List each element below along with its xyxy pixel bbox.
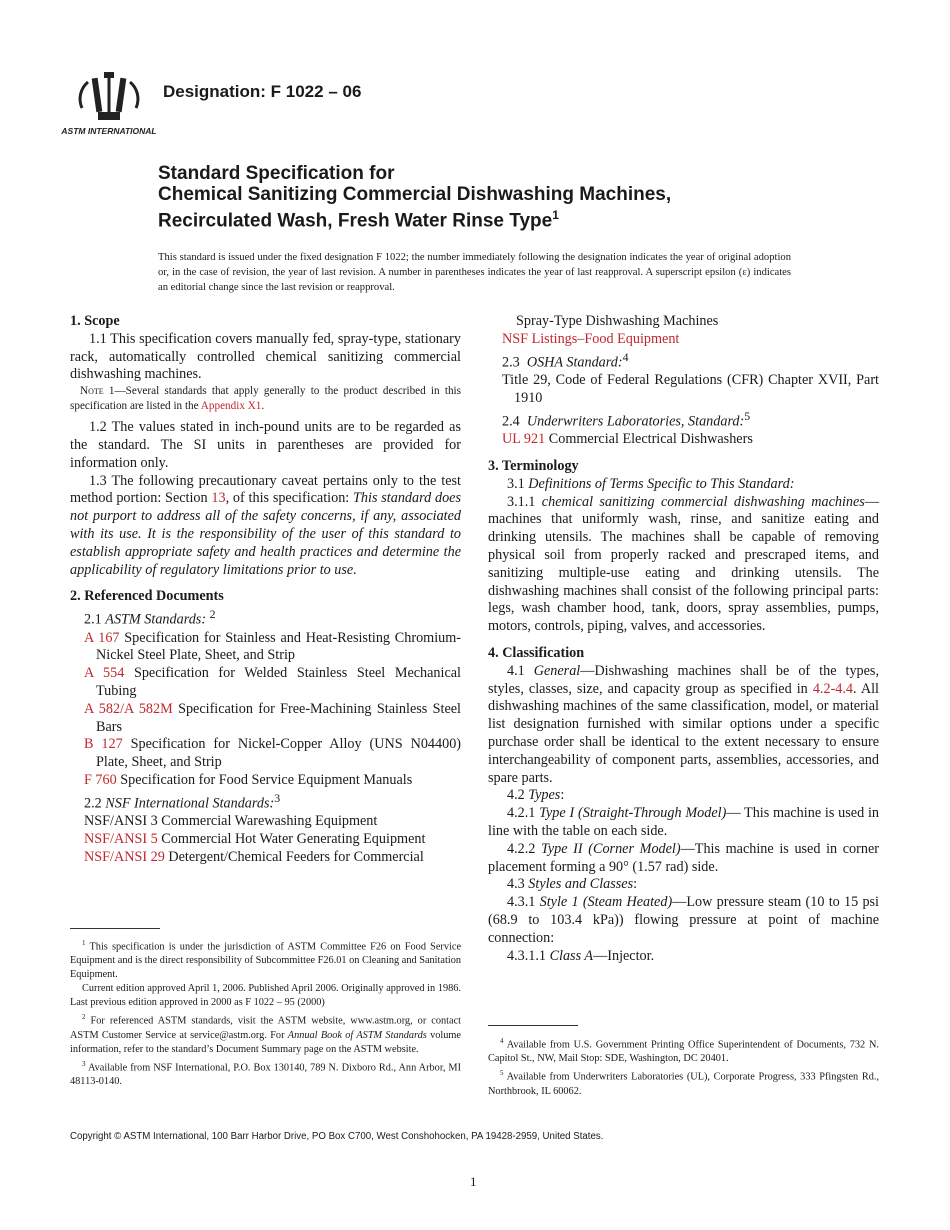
astm-reference-item xyxy=(70,665,461,701)
left-column xyxy=(70,313,461,867)
para-3-1-1: 3.1.1 chemical sanitizing commercial dishwashing machines—machines that uniformly wash, rinse, and sanitize eating and drinking utensils. The machines shall be capable of removing physical soil from properly racked and prescraped items, and sanitizing multiple-use eating and drinking utensils. The dishwashing machines shall consist of the following principal parts: legs, wash chamber hood, tank, doors, spray assemblies, pumps, motors, controls, piping, valves, and accessories. xyxy=(488,493,879,635)
designation: Designation: F 1022 – 06 xyxy=(163,82,362,101)
footnote-rule-left xyxy=(70,928,160,929)
nsf-reference-title: Commercial Hot Water Generating Equipment xyxy=(161,831,426,848)
ul-item: UL 921 Commercial Electrical Dishwashers xyxy=(502,431,753,448)
section-classification-heading: 4. Classification xyxy=(488,645,585,662)
document-title xyxy=(158,163,858,231)
title-footnote-mark: 1 xyxy=(552,208,559,222)
logo-text: ASTM INTERNATIONAL xyxy=(61,126,157,136)
astm-reference-title: Specification for Stainless and Heat-Resisting Chromium-Nickel Steel Plate, Sheet, and Strip xyxy=(96,629,461,664)
nsf-reference-title: Detergent/Chemical Feeders for Commercial xyxy=(168,848,424,865)
title-line-1: Standard Specification for xyxy=(158,163,395,184)
right-column xyxy=(488,313,879,965)
section-13-link[interactable]: 13 xyxy=(211,490,226,507)
osha-item: Title 29, Code of Federal Regulations (CFR) Chapter XVII, Part 1910 xyxy=(502,372,879,406)
astm-reference-title: Specification for Food Service Equipment Manuals xyxy=(120,772,413,789)
copyright-notice: Copyright © ASTM International, 100 Barr Harbor Drive, PO Box C700, West Conshohocken, PA 19428-2959, United States. xyxy=(70,1131,604,1142)
nsf-reference-item xyxy=(70,831,461,849)
astm-reference-title: Specification for Nickel-Copper Alloy (UNS N04400) Plate, Sheet, and Strip xyxy=(96,736,462,771)
section-refdocs-heading: 2. Referenced Documents xyxy=(70,588,224,605)
para-4-2-1: 4.2.1 Type I (Straight-Through Model)— This machine is used in line with the table on each side. xyxy=(488,805,880,839)
page-number: 1 xyxy=(470,1174,477,1189)
footnotes-right xyxy=(488,1034,879,1099)
nsf-reference-item xyxy=(70,849,461,867)
para-4-2-2: 4.2.2 Type II (Corner Model)—This machine is used in corner placement forming a 90° (1.57 rad) side. xyxy=(488,840,879,875)
astm-reference-item xyxy=(70,701,461,737)
nsf-reference-item xyxy=(70,813,461,831)
footnote-5: $^5$ Available from Underwriters Laboratories (UL), Corporate Progress, 333 Pfingsten Rd., Northbrook, IL 60062. xyxy=(488,1069,879,1097)
nsf-reference-code[interactable]: NSF/ANSI 29 xyxy=(84,848,165,865)
footnotes-left xyxy=(70,936,461,1089)
nsf29-continuation: Spray-Type Dishwashing Machines xyxy=(516,313,719,329)
para-1-3: 1.3 The following precautionary caveat pertains only to the test method portion: Section 13, of this specification: This standard does not purport to address all of the safety concerns, if any, associated with its use. It is the responsibility of the user of this standard to establish appropriate safety and health practices and determine the applicability of regulatory limitations prior to use. xyxy=(70,472,461,578)
nsf-reference-code: NSF/ANSI 3 xyxy=(84,813,158,830)
astm-reference-title: Specification for Free-Machining Stainless Steel Bars xyxy=(96,700,462,735)
astm-reference-title: Specification for Welded Stainless Steel Mechanical Tubing xyxy=(96,665,461,700)
para-4-1: 4.1 General—Dishwashing machines shall be of the types, styles, classes, size, and capacity group as specified in 4.2-4.4. All dishwashing machines of the same classification, model, or material list designation furnished with similar options under a specific purchase order shall be identical to the extent necessary to ensure interchangeability of component parts, assemblies, accessories, and spare parts. xyxy=(488,662,880,786)
para-1-1: 1.1 This specification covers manually fed, spray-type, stationary rack, automatically controlled chemical sanitizing commercial dishwashing machines. xyxy=(70,330,461,383)
astm-reference-link[interactable]: F 760 xyxy=(84,772,117,789)
issue-note: This standard is issued under the fixed designation F 1022; the number immediately following the designation indicates the year of original adoption or, in the case of revision, the year of last revision. A number in parentheses indicates the year of last reapproval. A superscript epsilon (ε) indicates an editorial change since the last revision or reapproval. xyxy=(158,252,791,293)
ul-921-link[interactable]: UL 921 xyxy=(502,431,546,448)
title-line-2: Chemical Sanitizing Commercial Dishwashing Machines, xyxy=(158,184,672,205)
astm-reference-item xyxy=(70,736,461,772)
astm-reference-link[interactable]: A 167 xyxy=(84,629,120,646)
para-2-1: 2.1 ASTM Standards: $^2$ xyxy=(84,607,216,628)
nsf-reference-code[interactable]: NSF/ANSI 5 xyxy=(84,831,158,848)
astm-logo xyxy=(61,68,157,138)
astm-reference-link[interactable]: B 127 xyxy=(84,736,123,753)
footnote-4: $^4$ Available from U.S. Government Printing Office Superintendent of Documents, 732 N. Capitol St., NW, Mail Stop: SDE, Washington, DC 20401. xyxy=(488,1037,879,1065)
para-2-2: 2.2 NSF International Standards:$^3$ xyxy=(84,790,281,812)
para-4-3-1: 4.3.1 Style 1 (Steam Heated)—Low pressure steam (10 to 15 psi (68.9 to 103.4 kPa)) flowing pressure at point of machine connection: xyxy=(488,894,879,946)
footnote-2: $^2$ For referenced ASTM standards, visit the ASTM website, www.astm.org, or contact ASTM Customer Service at service@astm.org. For Annual Book of ASTM Standards volume information, refer to the standard’s Document Summary page on the ASTM website. xyxy=(70,1013,462,1055)
para-4-2: 4.2 Types: xyxy=(507,787,565,804)
footnote-rule-right xyxy=(488,1025,578,1026)
astm-reference-link[interactable]: A 554 xyxy=(84,665,125,682)
para-2-4: 2.4 Underwriters Laboratories, Standard:$^5$ xyxy=(502,408,751,430)
section-terminology-heading: 3. Terminology xyxy=(488,458,579,475)
nsf-listings-link[interactable]: NSF Listings–Food Equipment xyxy=(502,330,680,347)
para-2-3: 2.3 OSHA Standard:$^4$ xyxy=(502,349,629,371)
section-scope-heading: 1. Scope xyxy=(70,313,120,329)
para-3-1: 3.1 Definitions of Terms Specific to This Standard: xyxy=(507,475,795,492)
title-line-3: Recirculated Wash, Fresh Water Rinse Type$^1$ xyxy=(158,208,559,232)
appendix-x1-link[interactable]: Appendix X1 xyxy=(200,400,262,413)
nsf-reference-title: Commercial Warewashing Equipment xyxy=(161,813,378,830)
footnote-3: $^3$ Available from NSF International, P.O. Box 130140, 789 N. Dixboro Rd., Ann Arbor, MI 48113-0140. xyxy=(70,1059,461,1088)
footnote-1b: Current edition approved April 1, 2006. Published April 2006. Originally approved in 1986. Last previous edition approved in 2000 as F 1022 – 95 (2000) xyxy=(70,983,461,1009)
para-4-3: 4.3 Styles and Classes: xyxy=(507,876,638,893)
astm-standards-list xyxy=(70,630,461,790)
section-4-2-4-4-link[interactable]: 4.2-4.4 xyxy=(812,680,854,697)
para-1-2: 1.2 The values stated in inch-pound units are to be regarded as the standard. The SI units in parentheses are provided for information only. xyxy=(70,419,461,471)
astm-reference-item xyxy=(70,772,461,790)
astm-reference-item xyxy=(70,630,461,666)
footnote-1: $^1$ This specification is under the jurisdiction of ASTM Committee F26 on Food Service Equipment and is the direct responsibility of Subcommittee F26.01 on Cleaning and Sanitation Equipment. xyxy=(70,939,462,981)
note-1: Note 1—Several standards that apply generally to the product described in this specification are listed in the Appendix X1. xyxy=(70,385,461,413)
astm-reference-link[interactable]: A 582/A 582M xyxy=(84,700,173,717)
nsf-standards-list xyxy=(70,813,461,866)
para-4-3-1-1: 4.3.1.1 Class A—Injector. xyxy=(507,947,655,964)
